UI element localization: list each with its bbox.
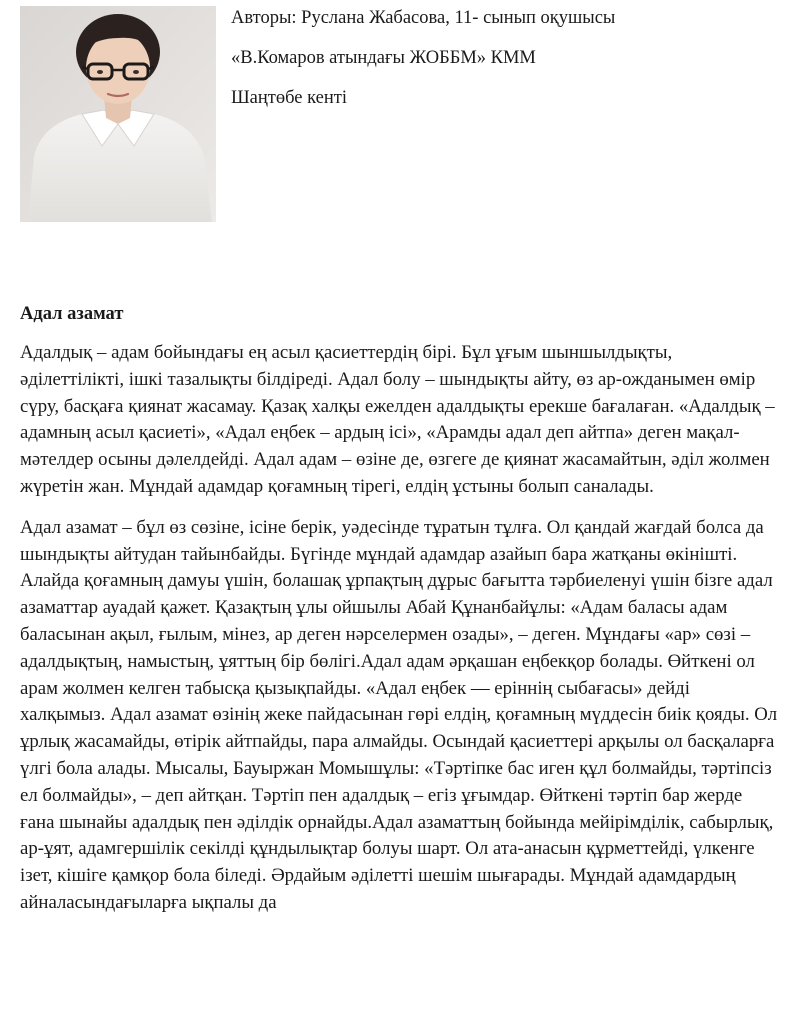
author-header [20, 6, 780, 222]
author-name-line: Авторы: Руслана Жабасова, 11- сынып оқушысы [231, 8, 616, 28]
article-title: Адал азамат [20, 304, 124, 324]
town-line: Шаңтөбе кенті [231, 88, 347, 108]
author-photo [20, 6, 216, 222]
paragraph-2: Адал азамат – бұл өз сөзіне, ісіне берік, уәдесінде тұратын тұлға. Ол қандай жағдай болса да шындықты айтудан тайынбайды. Бүгінде мұндай адамдар азайып бара жатқаны өкінішті. Алайда қоғамның дамуы үшін, болашақ ұрпақтың дұрыс бағытта тәрбиеленуі үшін бізге адал азаматтар ауадай қажет. Қазақтың ұлы ойшылы Абай Құнанбайұлы: «Адам баласы адам баласынан ақыл, ғылым, мінез, ар деген нәрселермен озады», – деген. Мұндағы «ар» сөзі – адалдықтың, намыстың, ұяттың бір бөлігі.Адал адам әрқашан еңбекқор болады. Өйткені ол арам жолмен келген табысқа қызықпайды. «Адал еңбек — еріннің сыбағасы» дейді халқымыз. Адал азамат өзінің жеке пайдасынан гөрі елдің, қоғамның мүддесін биік қояды. Ол ұрлық жасамайды, өтірік айтпайды, пара алмайды. Осындай қасиеттері арқылы ол басқаларға үлгі бола алады. Мысалы, Бауыржан Момышұлы: «Тәртіпке бас иген құл болмайды, тәртіпсіз ел болмайды», – деп айтқан. Тәртіп пен адалдық – егіз ұғымдар. Өйткені тәртіп бар жерде ғана шынайы адалдық пен әділдік орнайды.Адал азаматтың бойында мейірімділік, сабырлық, ар-ұят, адамгершілік секілді құндылықтар болуы шарт. Ол ата-анасын құрметтейді, үлкенге ізет, кішіге қамқор бола біледі. Әрдайым әділетті шешім шығарады. Мұндай адамдардың айналасындағыларға ықпалы да [20, 516, 778, 913]
paragraph-1: Адалдық – адам бойындағы ең асыл қасиеттердің бірі. Бұл ұғым шыншылдықты, әділеттілікті, ішкі тазалықты білдіреді. Адал болу – шындықты айту, өз ар-ожданымен өмір сүру, басқаға қиянат жасамау. Қазақ халқы ежелден адалдықты ерекше бағалаған. «Адалдық – адамның асыл қасиеті», «Адал еңбек – ардың ісі», «Арамды адал деп айтпа» деген мақал-мәтелдер осыны дәлелдейді. Адал адам – өзіне де, өзгеге де қиянат жасамайтын, әділ жолмен жүретін жан. Мұндай адамдар қоғамның тірегі, елдің ұстыны болып саналады. [20, 342, 775, 497]
author-info [231, 8, 771, 128]
school-name-line: «В.Комаров атындағы ЖОББМ» КММ [231, 48, 536, 68]
article-body [20, 340, 780, 931]
